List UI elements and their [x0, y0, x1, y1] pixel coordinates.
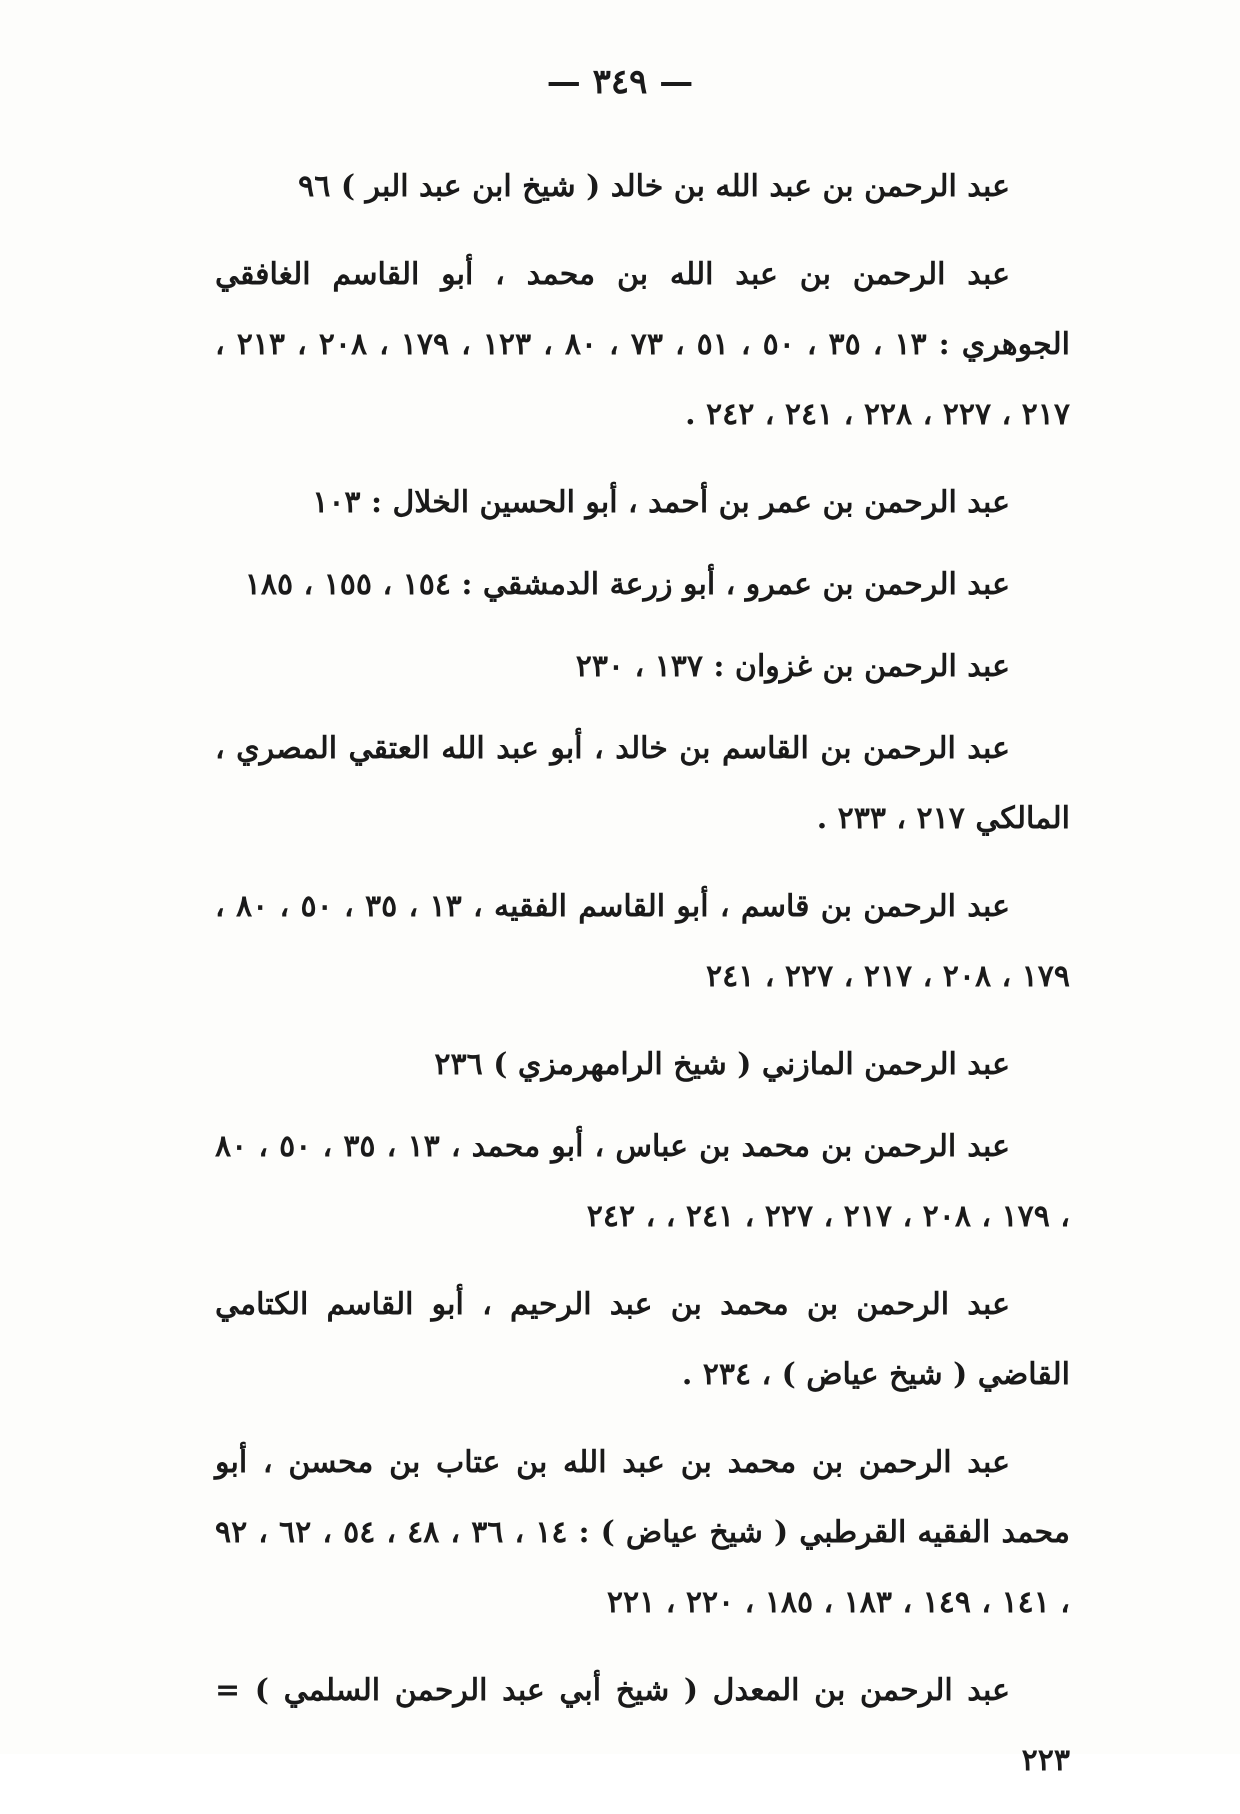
index-entry: عبد الرحمن بن محمد بن عبد الرحيم ، أبو القاسم الكتامي القاضي ( شيخ عياض ) ، ٢٣٤ . [215, 1287, 1070, 1392]
index-entry: عبد الرحمن بن المعدل ( شيخ أبي عبد الرحمن السلمي ) = ٢٢٣ [215, 1673, 1070, 1778]
index-entry: عبد الرحمن بن قاسم ، أبو القاسم الفقيه ، ١٣ ، ٣٥ ، ٥٠ ، ٨٠ ، ١٧٩ ، ٢٠٨ ، ٢١٧ ، ٢٢٧ ، ٢٤١ [215, 889, 1070, 994]
index-entry: عبد الرحمن بن عمر بن أحمد ، أبو الحسين الخلال : ١٠٣ [312, 485, 1010, 520]
index-entries [215, 152, 1070, 1814]
index-entry: عبد الرحمن بن محمد بن عبد الله بن عتاب بن محسن ، أبو محمد الفقيه القرطبي ( شيخ عياض ) : ١٤ ، ٣٦ ، ٤٨ ، ٥٤ ، ٦٢ ، ٩٢ ، ١٤١ ، ١٤٩ ، ١٨٣ ، ١٨٥ ، ٢٢٠ ، ٢٢١ [215, 1445, 1070, 1620]
index-entry: عبد الرحمن بن غزوان : ١٣٧ ، ٢٣٠ [575, 649, 1010, 684]
index-entry: عبد الرحمن بن القاسم بن خالد ، أبو عبد الله العتقي المصري ، المالكي ٢١٧ ، ٢٣٣ . [215, 731, 1070, 836]
index-entry: عبد الرحمن المازني ( شيخ الرامهرمزي ) ٢٣٦ [434, 1047, 1010, 1082]
index-entry: عبد الرحمن بن محمد بن عباس ، أبو محمد ، ١٣ ، ٣٥ ، ٥٠ ، ٨٠ ، ١٧٩ ، ٢٠٨ ، ٢١٧ ، ٢٢٧ ، ٢٤١ ، ، ٢٤٢ [215, 1129, 1070, 1234]
index-entry: عبد الرحمن بن عبد الله بن خالد ( شيخ ابن عبد البر ) ٩٦ [298, 169, 1010, 204]
index-entry: عبد الرحمن بن عبد الله بن محمد ، أبو القاسم الغافقي الجوهري : ١٣ ، ٣٥ ، ٥٠ ، ٥١ ، ٧٣ ، ٨٠ ، ١٢٣ ، ١٧٩ ، ٢٠٨ ، ٢١٣ ، ٢١٧ ، ٢٢٧ ، ٢٢٨ ، ٢٤١ ، ٢٤٢ . [215, 257, 1070, 432]
index-entry: عبد الرحمن بن عمرو ، أبو زرعة الدمشقي : ١٥٤ ، ١٥٥ ، ١٨٥ [244, 567, 1010, 602]
page-number: — ٣٤٩ — [546, 62, 694, 102]
